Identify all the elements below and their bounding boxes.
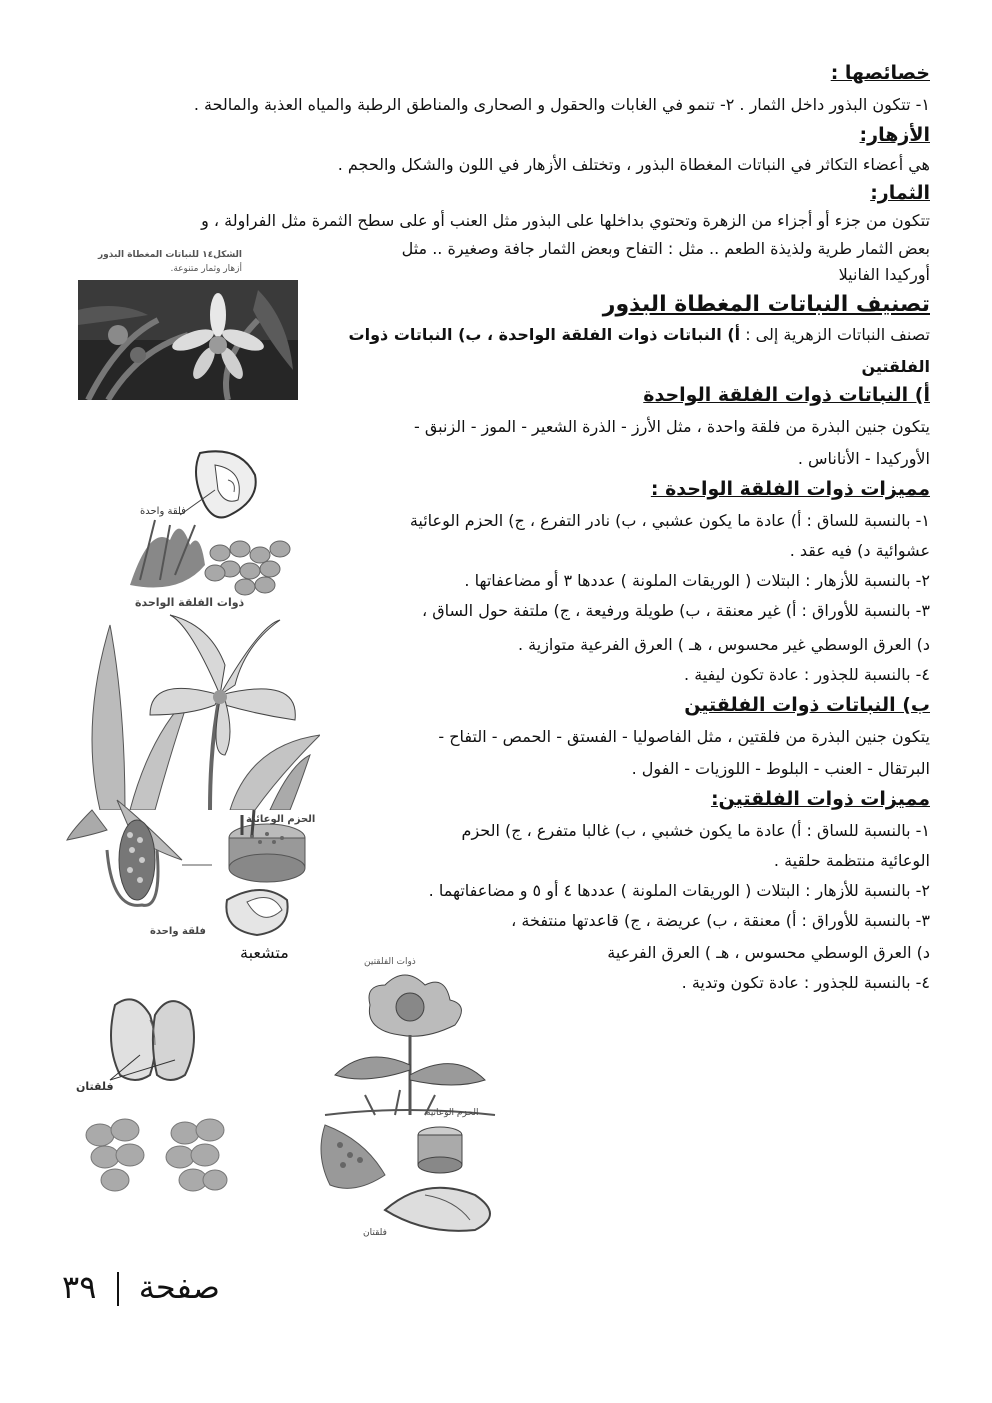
properties-heading: خصائصها :	[830, 62, 930, 84]
two-cotyledons-label: فلقتان	[76, 1080, 114, 1093]
vascular-bundles-label-2: الحزم الوعائية	[426, 1108, 479, 1118]
fruits-line-3: أوركيدا الفانيلا	[838, 265, 930, 284]
classification-line-1	[349, 324, 930, 346]
orchid-photo	[78, 280, 298, 400]
monocots-title-label: ذوات الفلقة الواحدة	[135, 596, 245, 609]
dicot-heading: ب) النباتات ذوات الفلقتين	[684, 694, 930, 716]
dicot-feature-6: ٤- بالنسبة للجذور : عادة تكون وتدية .	[681, 973, 930, 992]
flowers-line: هي أعضاء التكاثر في النباتات المغطاة البذور ، وتختلف الأزهار في اللون والشكل والحجم .	[337, 155, 930, 174]
dicot-feature-1: ١- بالنسبة للساق : أ) عادة ما يكون خشبي ، ب) غالبا متفرع ، ج) الحزم	[461, 821, 930, 840]
dicot-feature-5: د) العرق الوسطي محسوس ، هـ ) العرق الفرعية	[607, 943, 930, 962]
dicots-title-label: ذوات الفلقتين	[364, 957, 416, 967]
dicot-feature-2: الوعائية منتظمة حلقية .	[773, 851, 930, 870]
figure14-title: الشكل١٤ للنباتات المغطاة البذور	[97, 250, 242, 260]
corn-and-vascular-figure	[62, 790, 312, 940]
monocot-feature-1: ١- بالنسبة للساق : أ) عادة ما يكون عشبي ، ب) نادر التفرع ، ج) الحزم الوعائية	[409, 511, 930, 530]
classification-bold: أ) النباتات ذوات الفلقة الواحدة ، ب) النباتات ذوات	[348, 325, 741, 344]
classification-plain: تصنف النباتات الزهرية إلى :	[745, 325, 930, 344]
dicot-feature-5-tail: متشعبة	[240, 943, 289, 962]
one-cotyledon-label: فلقة واحدة	[150, 926, 206, 937]
properties-line: ١- تتكون البذور داخل الثمار . ٢- تنمو في الغابات والحقول و الصحارى والمناطق الرطبة والمياه العذبة والمالحة .	[193, 95, 930, 114]
page-separator	[117, 1272, 119, 1306]
dicot-feature-3: ٢- بالنسبة للأزهار : البتلات ( الوريقات الملونة ) عددها ٤ أو ٥ و مضاعفاتهما .	[428, 881, 930, 900]
monocot-line-2: الأوركيدا - الأناناس .	[797, 449, 930, 468]
fruits-line-1: تتكون من جزء أو أجزاء من الزهرة وتحتوي بداخلها على البذور مثل العنب أو على سطح الثمرة مثل الفراولة ، و	[201, 211, 930, 230]
monocot-features-heading: مميزات ذوات الفلقة الواحدة :	[650, 478, 930, 500]
monocot-feature-4: ٣- بالنسبة للأوراق : أ) غير معنقة ، ب) طويلة ورفيعة ، ج) ملتفة حول الساق ،	[421, 601, 930, 620]
monocot-feature-5: د) العرق الوسطي غير محسوس ، هـ ) العرق الفرعية متوازية .	[518, 635, 930, 654]
dicot-feature-4: ٣- بالنسبة للأوراق : أ) معنقة ، ب) عريضة ، ج) قاعدتها منتفخة ،	[511, 911, 930, 930]
classification-heading: تصنيف النباتات المغطاة البذور	[602, 292, 930, 317]
monocot-feature-6: ٤- بالنسبة للجذور : عادة تكون ليفية .	[684, 665, 930, 684]
monocot-heading: أ) النباتات ذوات الفلقة الواحدة	[643, 384, 930, 406]
fruits-line-2: بعض الثمار طرية ولذيذة الطعم .. مثل : التفاح وبعض الثمار جافة وصغيرة .. مثل	[401, 239, 930, 258]
fruits-heading: الثمار:	[870, 182, 930, 204]
figure14-subtitle: أزهار وثمار متنوعة.	[170, 264, 242, 274]
vascular-bundles-label: الحزم الوعائية	[246, 814, 316, 825]
two-cotyledons-label-2: فلقتان	[363, 1228, 387, 1238]
page-footer	[62, 1268, 220, 1306]
one-cotyledon-small-label: فلقة واحدة	[140, 506, 186, 517]
monocot-flower-illustration	[70, 605, 320, 810]
classification-line-2: الفلقتين	[861, 357, 930, 376]
dicot-line-2: البرتقال - العنب - البلوط - اللوزيات - الفول .	[631, 759, 930, 778]
dicot-seed-figure	[75, 985, 275, 1205]
monocot-line-1: يتكون جنين البذرة من فلقة واحدة ، مثل الأرز - الذرة الشعير - الموز - الزنبق -	[413, 417, 930, 436]
page-number: ٣٩	[62, 1268, 97, 1306]
monocot-feature-3: ٢- بالنسبة للأزهار : البتلات ( الوريقات الملونة ) عددها ٣ أو مضاعفاتها .	[464, 571, 930, 590]
flowers-heading: الأزهار:	[859, 124, 930, 146]
dicot-features-heading: مميزات ذوات الفلقتين:	[710, 788, 930, 810]
monocot-feature-2: عشوائية د) فيه عقد .	[789, 541, 930, 560]
dicot-line-1: يتكون جنين البذرة من فلقتين ، مثل الفاصوليا - الفستق - الحمص - التفاح -	[438, 727, 930, 746]
page-word: صفحة	[138, 1268, 220, 1306]
dicot-flower-figure	[305, 965, 520, 1235]
monocot-seed-figure	[120, 445, 300, 605]
